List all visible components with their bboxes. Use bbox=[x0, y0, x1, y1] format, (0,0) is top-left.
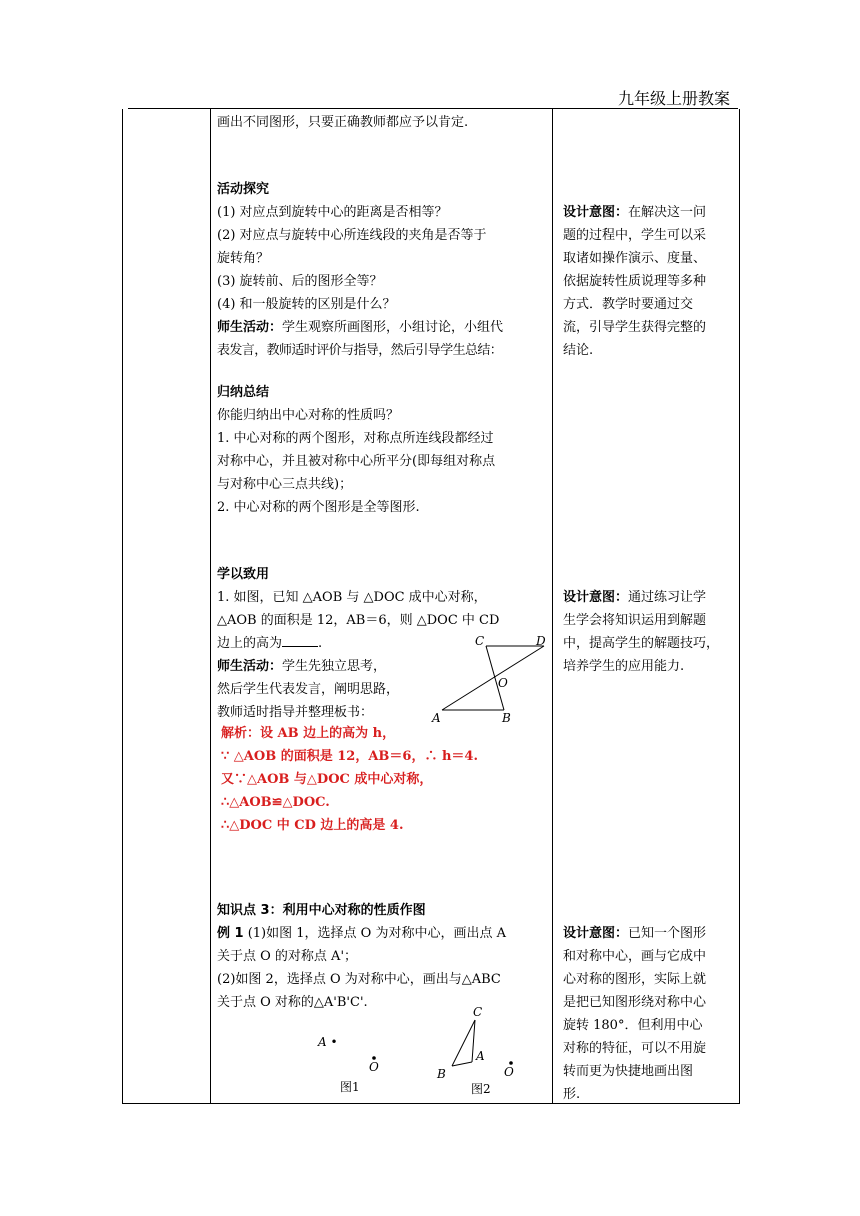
design-intent-3-line: 对称的特征，可以不用旋 bbox=[563, 1041, 707, 1056]
explore-q1: (1) 对应点到旋转中心的距离是否相等？ bbox=[217, 205, 448, 220]
design-intent-3-line: 已知一个图形 bbox=[628, 926, 707, 941]
design-intent-1 bbox=[563, 201, 731, 362]
symmetry-figure-aob-doc bbox=[428, 630, 552, 726]
explore-q3: (3) 旋转前、后的图形全等？ bbox=[217, 274, 383, 289]
example-2a: (2)如图 2，选择点 O 为对称中心，画出与△ABC bbox=[217, 972, 501, 987]
design-intent-3-label: 设计意图： bbox=[563, 926, 629, 941]
fig2-label-b: B bbox=[437, 1067, 446, 1081]
design-intent-1-line: 题的过程中，学生可以采 bbox=[563, 228, 707, 243]
explore-heading: 活动探究 bbox=[217, 182, 270, 197]
explore-activity-label: 师生活动： bbox=[217, 320, 283, 335]
design-intent-3-line: 是把已知图形绕对称中心 bbox=[563, 995, 707, 1010]
fig2-point-o: O bbox=[504, 1065, 514, 1079]
fig-label-c: C bbox=[475, 634, 485, 648]
design-intent-3-line: 旋转 180°．但利用中心 bbox=[563, 1018, 703, 1033]
solution-line-5: ∴△DOC 中 CD 边上的高是 4. bbox=[221, 818, 404, 833]
knowledge3-heading: 知识点 3：利用中心对称的性质作图 bbox=[217, 903, 426, 918]
fig2-label-c: C bbox=[473, 1005, 483, 1019]
fig2-label-a: A bbox=[476, 1049, 485, 1063]
summary-heading: 归纳总结 bbox=[217, 385, 270, 400]
example-1a: (1)如图 1，选择点 O 为对称中心，画出点 A bbox=[243, 926, 506, 941]
fig1-point-o: O bbox=[369, 1060, 379, 1074]
page-header-title: 九年级上册教案 bbox=[617, 89, 730, 108]
design-intent-3-line: 心对称的图形，实际上就 bbox=[563, 972, 707, 987]
summary-section bbox=[217, 381, 547, 519]
design-intent-1-line: 依据旋转性质说理等多种 bbox=[563, 274, 707, 289]
design-intent-2-line: 通过练习让学 bbox=[628, 590, 707, 605]
fig2-caption: 图2 bbox=[471, 1082, 491, 1096]
apply-activity-c: 教师适时指导并整理板书： bbox=[217, 705, 374, 720]
design-intent-3-line: 形. bbox=[563, 1087, 581, 1102]
design-intent-2-line: 生学会将知识运用到解题 bbox=[563, 613, 707, 628]
column-divider-2 bbox=[552, 109, 553, 1103]
summary-question: 你能归纳出中心对称的性质吗？ bbox=[217, 408, 400, 423]
apply-l3-end: . bbox=[318, 636, 323, 651]
design-intent-2-line: 培养学生的应用能力. bbox=[563, 659, 685, 674]
solution-line-3: 又∵△AOB 与△DOC 成中心对称， bbox=[221, 772, 433, 787]
design-intent-1-line: 取诸如操作演示、度量、 bbox=[563, 251, 707, 266]
answer-blank bbox=[282, 632, 318, 647]
apply-l3: 边上的高为 bbox=[217, 636, 283, 651]
summary-p1c: 与对称中心三点共线)； bbox=[217, 477, 353, 492]
design-intent-1-label: 设计意图： bbox=[563, 205, 629, 220]
apply-l1: 1. 如图，已知 △AOB 与 △DOC 成中心对称， bbox=[217, 590, 487, 605]
apply-heading: 学以致用 bbox=[217, 567, 270, 582]
design-intent-1-line: 流，引导学生获得完整的 bbox=[563, 320, 707, 335]
intro-text: 画出不同图形，只要正确教师都应予以肯定. bbox=[217, 115, 469, 130]
design-intent-3-line: 转而更为快捷地画出图 bbox=[563, 1064, 694, 1079]
design-intent-2-line: 中，提高学生的解题技巧， bbox=[563, 636, 720, 651]
example-figures bbox=[300, 1000, 540, 1098]
design-intent-2 bbox=[563, 586, 731, 678]
example-1b: 关于点 O 的对称点 A'； bbox=[217, 949, 358, 964]
solution-line-2: ∵ △AOB 的面积是 12，AB＝6，∴ h＝4. bbox=[221, 749, 479, 764]
design-intent-3-line: 和对称中心，画与它成中 bbox=[563, 949, 707, 964]
fig-label-a: A bbox=[432, 711, 441, 725]
solution-line-1: 解析：设 AB 边上的高为 h， bbox=[221, 726, 396, 741]
design-intent-3 bbox=[563, 922, 731, 1106]
solution-line-4: ∴△AOB≌△DOC. bbox=[221, 795, 330, 810]
apply-activity-b: 然后学生代表发言，阐明思路， bbox=[217, 682, 400, 697]
explore-q4: (4) 和一般旋转的区别是什么？ bbox=[217, 297, 396, 312]
design-intent-1-line: 方式．教学时要通过交 bbox=[563, 297, 694, 312]
explore-activity-a: 学生观察所画图形，小组讨论，小组代 bbox=[282, 320, 504, 335]
explore-q2b: 旋转角？ bbox=[217, 251, 270, 266]
explore-activity-b: 表发言，教师适时评价与指导，然后引导学生总结： bbox=[217, 343, 503, 358]
summary-p1a: 1. 中心对称的两个图形，对称点所连线段都经过 bbox=[217, 431, 494, 446]
fig1-point-a: A • bbox=[318, 1035, 338, 1049]
example-2b: 关于点 O 对称的△A'B'C'. bbox=[217, 995, 368, 1010]
solution-block bbox=[217, 722, 547, 837]
fig1-caption: 图1 bbox=[340, 1080, 360, 1094]
explore-q2a: (2) 对应点与旋转中心所连线段的夹角是否等于 bbox=[217, 228, 487, 243]
knowledge3-section bbox=[217, 899, 547, 1014]
summary-p1b: 对称中心，并且被对称中心所平分(即每组对称点 bbox=[217, 454, 496, 469]
apply-activity-a: 学生先独立思考， bbox=[282, 659, 387, 674]
apply-l2: △AOB 的面积是 12，AB＝6，则 △DOC 中 CD bbox=[217, 613, 500, 628]
summary-p2: 2. 中心对称的两个图形是全等图形. bbox=[217, 500, 420, 515]
explore-section bbox=[217, 178, 547, 362]
fig-label-b: B bbox=[502, 711, 511, 725]
fig-label-d: D bbox=[536, 634, 546, 648]
design-intent-1-line: 结论. bbox=[563, 343, 594, 358]
example-label: 例 1 bbox=[217, 926, 244, 941]
column-divider-1 bbox=[210, 109, 211, 1103]
design-intent-1-line: 在解决这一问 bbox=[628, 205, 707, 220]
fig-label-o: O bbox=[498, 676, 508, 690]
apply-activity-label: 师生活动： bbox=[217, 659, 283, 674]
design-intent-2-label: 设计意图： bbox=[563, 590, 629, 605]
